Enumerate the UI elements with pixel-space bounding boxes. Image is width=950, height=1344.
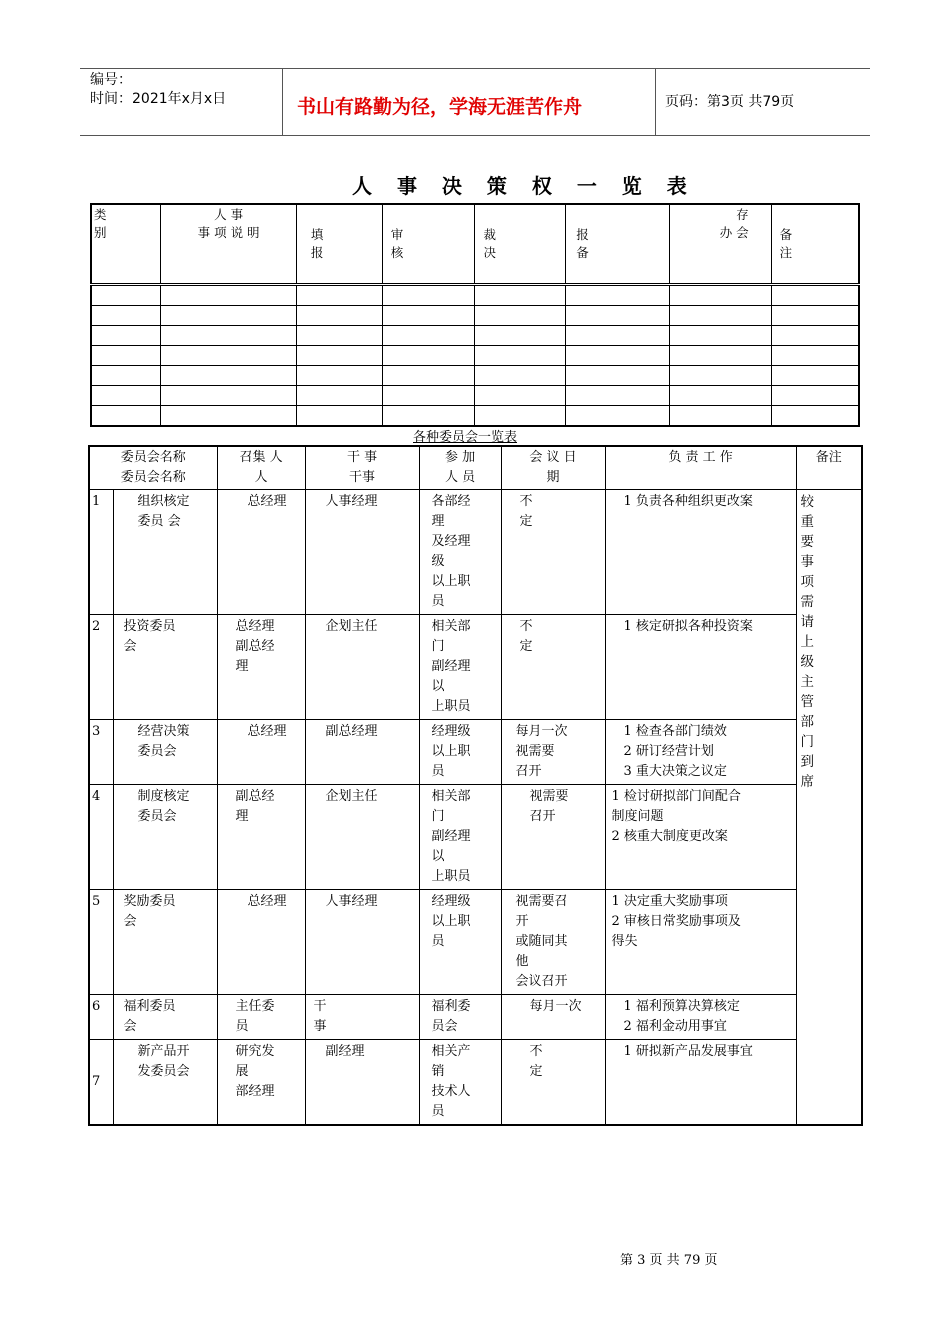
header-report: 报 备	[566, 204, 670, 285]
header-remark: 备注	[796, 446, 862, 490]
convener: 总经理	[217, 490, 305, 615]
table-row	[89, 995, 862, 1040]
committee-name: 福利委员 会	[113, 995, 217, 1040]
convener: 总经理 副总经 理	[217, 615, 305, 720]
convener: 副总经 理	[217, 785, 305, 890]
table-row	[89, 490, 862, 615]
document-number: 编号：	[90, 72, 132, 88]
committee-table	[88, 445, 863, 1126]
header-participants: 参 加 人 员	[419, 446, 501, 490]
duties: 1 检查各部门绩效 2 研订经营计划 3 重大决策之议定	[605, 720, 796, 785]
row-number: 3	[89, 720, 113, 785]
table-row	[89, 1040, 862, 1126]
table-row	[89, 785, 862, 890]
table1-row	[91, 346, 859, 366]
header-convener: 召集 人 人	[217, 446, 305, 490]
header-bottom-rule	[80, 135, 870, 136]
meeting-date: 不 定	[501, 490, 605, 615]
header-top-rule	[80, 68, 870, 69]
row-number: 7	[89, 1040, 113, 1126]
meeting-date: 不 定	[501, 1040, 605, 1126]
meeting-date: 视需要召 开 或随同其 他 会议召开	[501, 890, 605, 995]
secretary: 企划主任	[305, 615, 419, 720]
row-number: 5	[89, 890, 113, 995]
secretary: 人事经理	[305, 890, 419, 995]
committee-name: 奖励委员 会	[113, 890, 217, 995]
secretary: 干 事	[305, 995, 419, 1040]
table1-header-row	[91, 204, 859, 285]
row-number: 2	[89, 615, 113, 720]
page-title: 人 事 决 策 权 一 览 表	[352, 174, 696, 198]
committee-name: 投资委员 会	[113, 615, 217, 720]
table1-row	[91, 326, 859, 346]
table-row	[89, 615, 862, 720]
header-committee-name: 委员会名称 委员会名称	[89, 446, 217, 490]
table-row	[89, 890, 862, 995]
page-footer: 第 3 页 共 79 页	[620, 1253, 718, 1268]
committee-name: 新产品开 发委员会	[113, 1040, 217, 1126]
header-category: 类 别	[91, 204, 161, 285]
header-duties: 负 责 工 作	[605, 446, 796, 490]
personnel-decision-table	[90, 203, 860, 427]
participants: 相关产 销 技术人 员	[419, 1040, 501, 1126]
header-decide: 裁 决	[475, 204, 566, 285]
participants: 福利委 员会	[419, 995, 501, 1040]
remark-note: 较 重 要 事 项 需 请 上 级 主 管 部 门 到 席	[796, 490, 862, 1126]
duties: 1 研拟新产品发展事宜	[605, 1040, 796, 1126]
header-divider-right	[655, 68, 656, 136]
row-number: 4	[89, 785, 113, 890]
committee-name: 经营决策 委员会	[113, 720, 217, 785]
table1-row	[91, 386, 859, 406]
header-review: 审 核	[382, 204, 475, 285]
convener: 主任委 员	[217, 995, 305, 1040]
header-meeting-date: 会 议 日 期	[501, 446, 605, 490]
page-indicator: 页码：第3页 共79页	[665, 94, 795, 110]
participants: 相关部 门 副经理 以 上职员	[419, 615, 501, 720]
committee-table-caption: 各种委员会一览表	[413, 430, 518, 445]
header-office: 存 办 会	[669, 204, 771, 285]
header-motto: 书山有路勤为径，学海无涯苦作舟	[297, 96, 583, 118]
secretary: 副总经理	[305, 720, 419, 785]
convener: 总经理	[217, 720, 305, 785]
meeting-date: 每月一次 视需要 召开	[501, 720, 605, 785]
convener: 总经理	[217, 890, 305, 995]
table1-row	[91, 366, 859, 386]
duties: 1 决定重大奖励事项 2 审核日常奖励事项及 得失	[605, 890, 796, 995]
meeting-date: 视需要 召开	[501, 785, 605, 890]
secretary: 副经理	[305, 1040, 419, 1126]
secretary: 人事经理	[305, 490, 419, 615]
convener: 研究发 展 部经理	[217, 1040, 305, 1126]
duties: 1 福利预算决算核定 2 福利金动用事宜	[605, 995, 796, 1040]
meeting-date: 每月一次	[501, 995, 605, 1040]
participants: 各部经 理 及经理 级 以上职 员	[419, 490, 501, 615]
document-time: 时间：2021年x月x日	[90, 91, 227, 107]
participants: 相关部 门 副经理 以 上职员	[419, 785, 501, 890]
table1-row	[91, 285, 859, 306]
table1-row	[91, 306, 859, 326]
duties: 1 检讨研拟部门间配合 制度问题 2 核重大制度更改案	[605, 785, 796, 890]
table-row	[89, 720, 862, 785]
header-secretary: 干 事 干事	[305, 446, 419, 490]
duties: 1 核定研拟各种投资案	[605, 615, 796, 720]
participants: 经理级 以上职 员	[419, 720, 501, 785]
participants: 经理级 以上职 员	[419, 890, 501, 995]
table1-row	[91, 406, 859, 427]
committee-name: 组织核定 委员 会	[113, 490, 217, 615]
header-fill: 填 报	[296, 204, 382, 285]
header-remark: 备 注	[771, 204, 859, 285]
header-matters: 人 事 事 项 说 明	[161, 204, 297, 285]
meeting-date: 不 定	[501, 615, 605, 720]
duties: 1 负责各种组织更改案	[605, 490, 796, 615]
secretary: 企划主任	[305, 785, 419, 890]
committee-name: 制度核定 委员会	[113, 785, 217, 890]
header-divider-left	[282, 68, 283, 136]
table2-header-row	[89, 446, 862, 490]
row-number: 6	[89, 995, 113, 1040]
row-number: 1	[89, 490, 113, 615]
